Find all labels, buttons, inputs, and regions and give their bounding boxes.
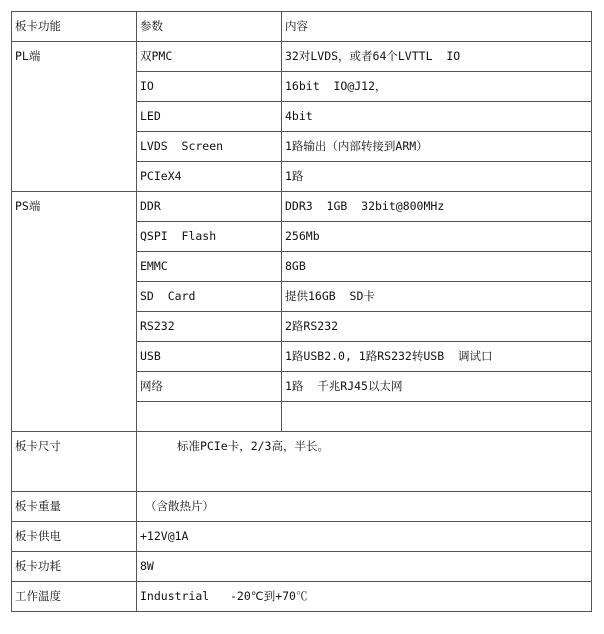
param-cell: LVDS Screen (137, 132, 282, 162)
param-cell: EMMC (137, 252, 282, 282)
param-cell: PCIeX4 (137, 162, 282, 192)
header-parameter: 参数 (137, 12, 282, 42)
content-cell: 4bit (282, 102, 592, 132)
content-cell: 256Mb (282, 222, 592, 252)
param-cell: RS232 (137, 312, 282, 342)
param-cell: LED (137, 102, 282, 132)
param-cell: 双PMC (137, 42, 282, 72)
param-cell: QSPI Flash (137, 222, 282, 252)
content-cell (282, 402, 592, 432)
temperature-value: Industrial -20℃到+70℃ (137, 582, 592, 612)
param-cell: DDR (137, 192, 282, 222)
table-row (12, 432, 592, 492)
content-cell: DDR3 1GB 32bit@800MHz (282, 192, 592, 222)
weight-value: （含散热片） (137, 492, 592, 522)
temperature-label: 工作温度 (12, 582, 137, 612)
header-function: 板卡功能 (12, 12, 137, 42)
content-cell: 2路RS232 (282, 312, 592, 342)
header-row (12, 12, 592, 42)
param-cell: IO (137, 72, 282, 102)
table-row (12, 582, 592, 612)
table-row (12, 492, 592, 522)
weight-label: 板卡重量 (12, 492, 137, 522)
param-cell: SD Card (137, 282, 282, 312)
param-cell (137, 402, 282, 432)
content-cell: 8GB (282, 252, 592, 282)
content-cell: 16bit IO@J12， (282, 72, 592, 102)
power-label: 板卡供电 (12, 522, 137, 552)
content-cell: 1路输出（内部转接到ARM） (282, 132, 592, 162)
power-value: +12V@1A (137, 522, 592, 552)
size-value: 标准PCIe卡，2/3高，半长。 (137, 432, 592, 492)
table-row (12, 522, 592, 552)
content-cell: 32对LVDS，或者64个LVTTL IO (282, 42, 592, 72)
consumption-value: 8W (137, 552, 592, 582)
table-row (12, 192, 592, 222)
content-cell: 1路 (282, 162, 592, 192)
content-cell: 提供16GB SD卡 (282, 282, 592, 312)
spec-table (11, 11, 592, 612)
table-row (12, 552, 592, 582)
param-cell: USB (137, 342, 282, 372)
param-cell: 网络 (137, 372, 282, 402)
content-cell: 1路 千兆RJ45以太网 (282, 372, 592, 402)
pl-section-label: PL端 (12, 42, 137, 192)
header-content: 内容 (282, 12, 592, 42)
content-cell: 1路USB2.0, 1路RS232转USB 调试口 (282, 342, 592, 372)
ps-section-label: PS端 (12, 192, 137, 432)
size-label: 板卡尺寸 (12, 432, 137, 492)
consumption-label: 板卡功耗 (12, 552, 137, 582)
table-row (12, 42, 592, 72)
